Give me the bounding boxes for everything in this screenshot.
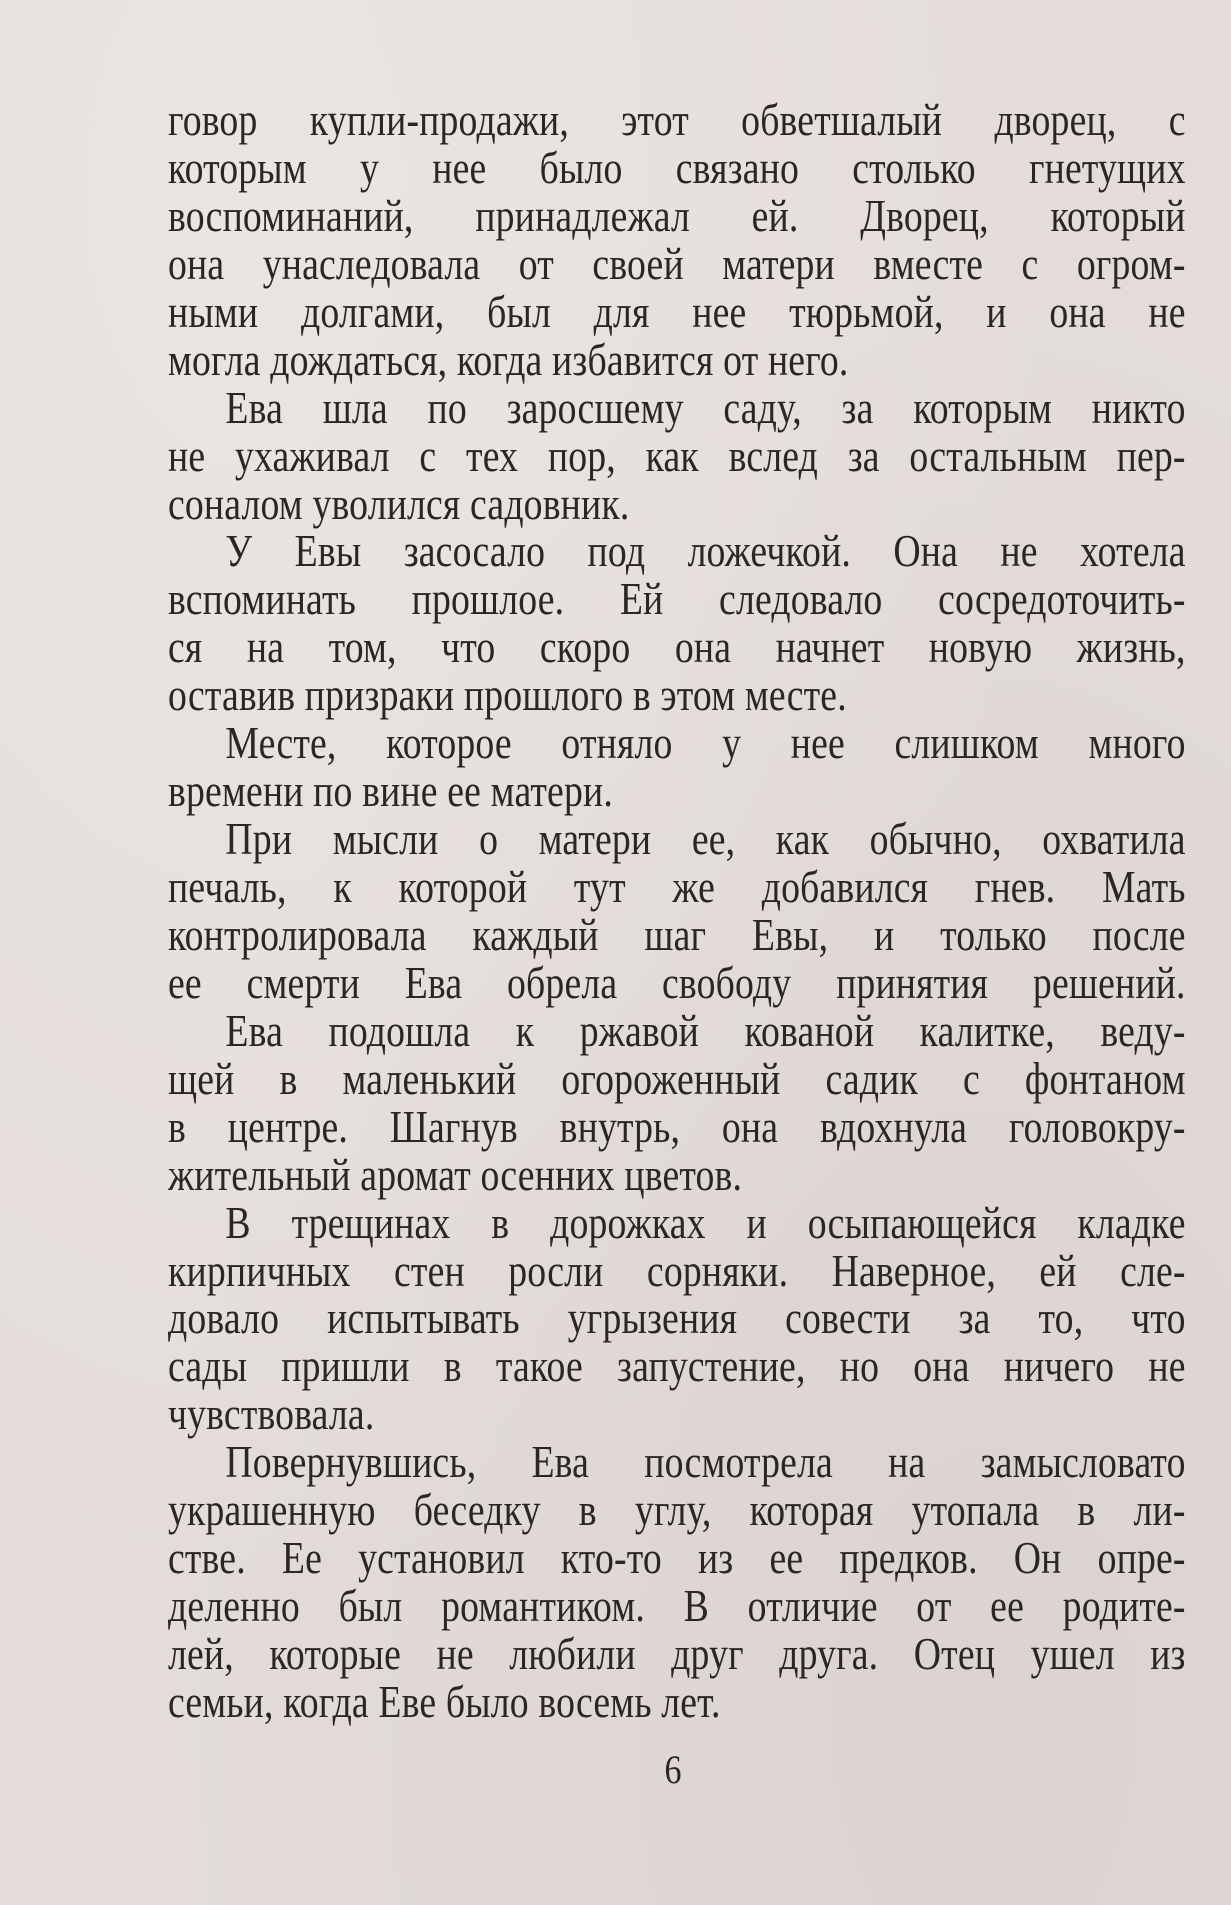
text-line: говор купли-продажи, этот обветшалый дворец, с <box>168 94 1186 145</box>
text-line: У Евы засосало под ложечкой. Она не хотела <box>225 525 1186 577</box>
text-line: которым у нее было связано столько гнетущих <box>168 141 1186 193</box>
text-line: жительный аромат осенних цветов. <box>168 1148 743 1200</box>
text-line: довало испытывать угрызения совести за то, что <box>168 1292 1186 1344</box>
text-line: не ухаживал с тех пор, как вслед за остальным пер- <box>168 429 1186 481</box>
paragraph-5 <box>168 815 1186 1007</box>
text-line: в центре. Шагнув внутрь, она вдохнула головокру- <box>168 1100 1186 1152</box>
text-line: украшенную беседку в углу, которая утопала в ли- <box>168 1484 1186 1536</box>
text-line: печаль, к которой тут же добавился гнев. Мать <box>168 861 1186 912</box>
text-line: оставив призраки прошлого в этом месте. <box>168 669 847 721</box>
text-line: лей, которые не любили друг друга. Отец ушел из <box>168 1628 1186 1679</box>
text-line: чувствовала. <box>168 1388 375 1440</box>
text-line: Ева шла по заросшему саду, за которым никто <box>225 381 1186 433</box>
paragraph-6 <box>168 1004 1186 1200</box>
text-line: При мысли о матери ее, как обычно, охватила <box>225 813 1186 865</box>
text-line: деленно был романтиком. В отличие от ее родите- <box>168 1580 1186 1632</box>
text-line: кирпичных стен росли сорняки. Наверное, ей сле- <box>168 1244 1186 1296</box>
text-line: воспоминаний, принадлежал ей. Дворец, который <box>168 189 1186 241</box>
page-number: 6 <box>664 1747 682 1792</box>
text-line: времени по вине ее матери. <box>168 765 613 817</box>
text-line: стве. Ее установил кто-то из ее предков. Он опре- <box>168 1532 1186 1584</box>
text-line: ее смерти Ева обрела свободу принятия решений. <box>168 956 1186 1008</box>
text-line: соналом уволился садовник. <box>168 477 630 529</box>
text-line: Повернувшись, Ева посмотрела на замысловато <box>225 1436 1186 1488</box>
text-line: Месте, которое отняло у нее слишком много <box>225 717 1186 769</box>
paragraph-4 <box>168 719 1186 815</box>
text-line: контролировала каждый шаг Евы, и только после <box>168 908 1186 960</box>
paragraph-7 <box>168 1196 1186 1440</box>
paragraph-1 <box>168 96 1186 384</box>
paragraph-8 <box>168 1438 1186 1726</box>
paragraph-3 <box>168 527 1186 719</box>
text-line: семьи, когда Еве было восемь лет. <box>168 1675 721 1727</box>
text-line: Ева подошла к ржавой кованой калитке, веду- <box>225 1004 1186 1056</box>
text-line: щей в маленький огороженный садик с фонтаном <box>168 1052 1186 1104</box>
text-line: она унаследовала от своей матери вместе с огром- <box>168 237 1186 289</box>
paragraph-2 <box>168 381 1186 529</box>
text-line: В трещинах в дорожках и осыпающейся кладке <box>225 1196 1186 1248</box>
text-line: могла дождаться, когда избавится от него. <box>168 333 849 385</box>
text-line: сады пришли в такое запустение, но она ничего не <box>168 1340 1186 1392</box>
body-text <box>168 96 1186 1726</box>
text-line: ными долгами, был для нее тюрьмой, и она не <box>168 285 1186 337</box>
text-line: вспоминать прошлое. Ей следовало сосредоточить- <box>168 573 1186 625</box>
text-line: ся на том, что скоро она начнет новую жизнь, <box>168 621 1186 673</box>
